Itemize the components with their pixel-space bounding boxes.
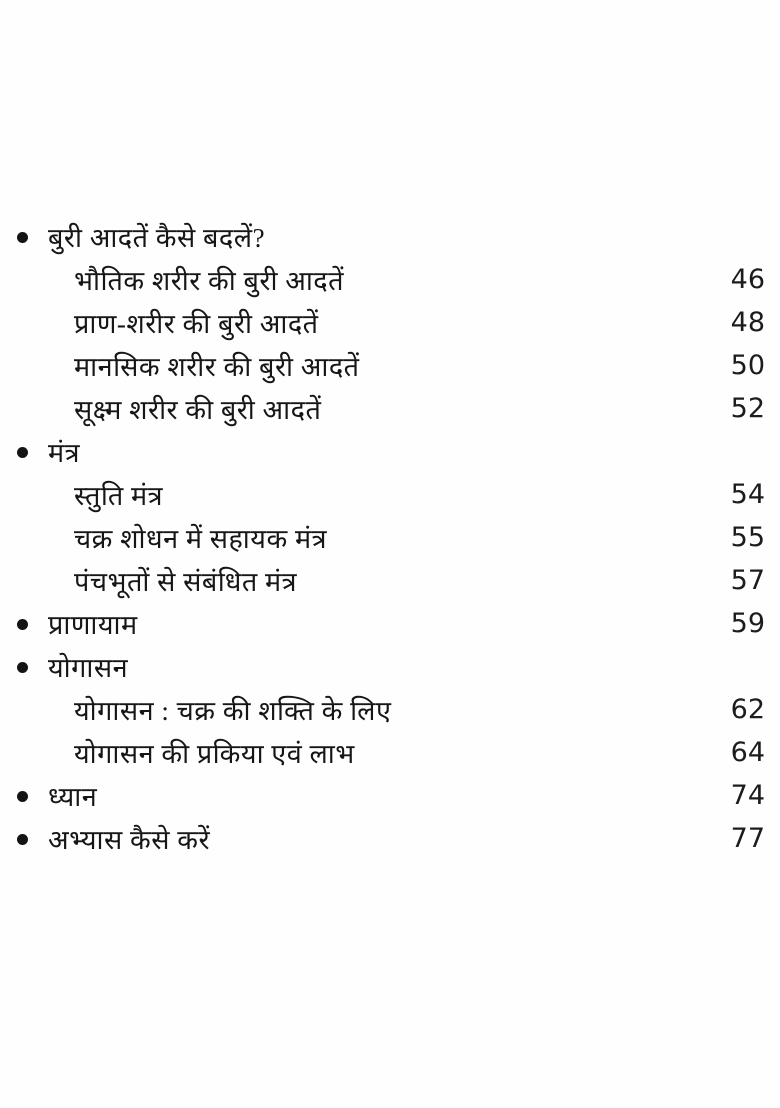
toc-entry-label: ध्यान	[48, 782, 98, 812]
toc-row	[0, 817, 780, 860]
toc-row	[0, 215, 780, 258]
bullet-icon	[17, 232, 28, 243]
toc-entry-label: सूक्ष्म शरीर की बुरी आदतें	[74, 395, 322, 425]
bullet-icon	[17, 791, 28, 802]
toc-entry-page: 74	[730, 780, 765, 811]
toc-entry-page: 54	[730, 479, 765, 510]
bullet-icon	[17, 662, 28, 673]
toc-row	[0, 559, 780, 602]
toc-row	[0, 774, 780, 817]
toc-entry-label: योगासन की प्रकिया एवं लाभ	[74, 739, 355, 769]
toc-entry-page: 50	[730, 350, 765, 381]
toc-row	[0, 688, 780, 731]
toc-row	[0, 258, 780, 301]
toc-entry-page: 48	[730, 307, 765, 338]
toc-entry-label: भौतिक शरीर की बुरी आदतें	[74, 266, 345, 296]
toc-entry-label: बुरी आदतें कैसे बदलें?	[48, 223, 266, 253]
toc-entry-label: स्तुति मंत्र	[74, 481, 164, 511]
toc-row	[0, 430, 780, 473]
toc-row	[0, 473, 780, 516]
toc-row	[0, 301, 780, 344]
toc-entry-label: पंचभूतों से संबंधित मंत्र	[74, 567, 298, 597]
toc-row	[0, 387, 780, 430]
toc-entry-page: 57	[730, 565, 765, 596]
toc-row	[0, 731, 780, 774]
toc-entry-page: 55	[730, 522, 765, 553]
toc-entry-page: 52	[730, 393, 765, 424]
toc-entry-page: 77	[730, 823, 765, 854]
toc-entry-page: 46	[730, 264, 765, 295]
toc-row	[0, 645, 780, 688]
toc-row	[0, 602, 780, 645]
toc-entry-label: चक्र शोधन में सहायक मंत्र	[74, 524, 327, 554]
toc-entry-label: मंत्र	[48, 438, 81, 468]
bullet-icon	[17, 619, 28, 630]
toc-entry-label: प्राण-शरीर की बुरी आदतें	[74, 309, 319, 339]
toc-entry-page: 62	[730, 694, 765, 725]
toc-entry-label: प्राणायाम	[48, 610, 138, 640]
toc-entry-label: योगासन : चक्र की शक्ति के लिए	[74, 696, 392, 726]
bullet-icon	[17, 447, 28, 458]
toc-entry-label: अभ्यास कैसे करें	[48, 825, 211, 855]
toc-entry-label: योगासन	[48, 653, 129, 683]
toc-entry-page: 59	[730, 608, 765, 639]
toc-entry-label: मानसिक शरीर की बुरी आदतें	[74, 352, 360, 382]
toc-row	[0, 344, 780, 387]
table-of-contents	[0, 215, 780, 860]
toc-row	[0, 516, 780, 559]
bullet-icon	[17, 834, 28, 845]
toc-entry-page: 64	[730, 737, 765, 768]
